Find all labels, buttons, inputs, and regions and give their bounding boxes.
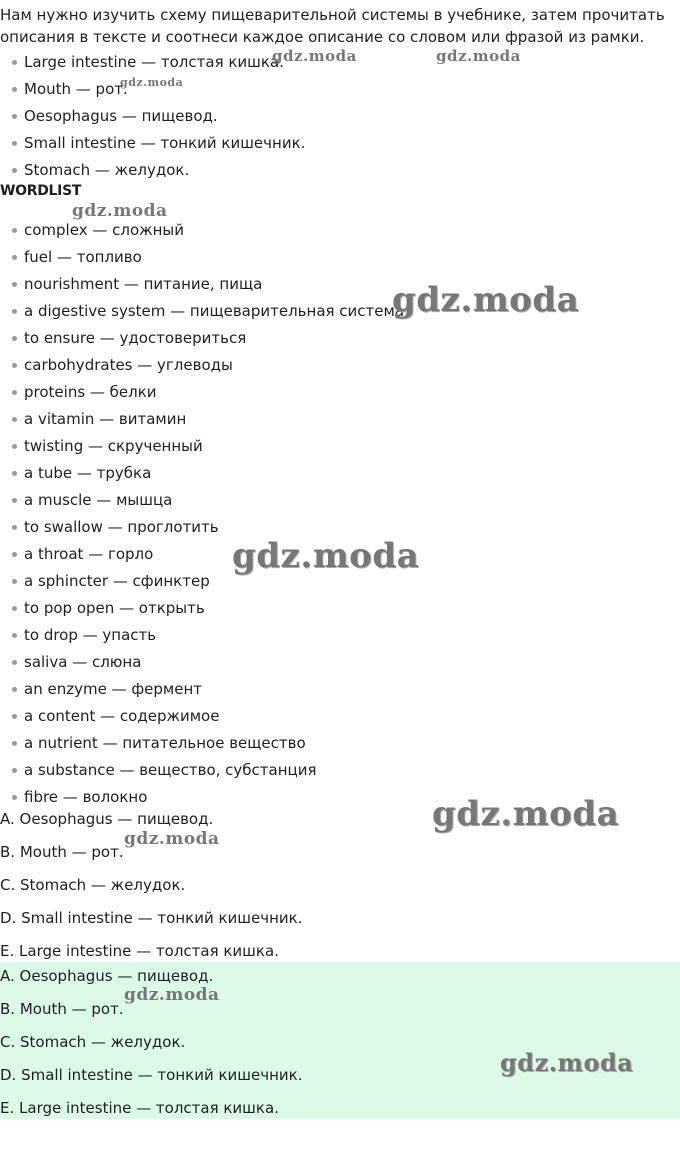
list-item: Oesophagus — пищевод. xyxy=(0,106,305,133)
answer-item: D. Small intestine — тонкий кишечник. xyxy=(0,1066,303,1084)
list-item: to pop open — открыть xyxy=(0,598,404,625)
watermark-logo: gdz.moda xyxy=(232,536,420,576)
list-item: Mouth — рот. xyxy=(0,79,305,106)
watermark-logo: gdz.moda xyxy=(120,76,184,89)
definitions-list xyxy=(0,52,305,187)
answer-item: A. Oesophagus — пищевод. xyxy=(0,810,214,828)
list-item: carbohydrates — углеводы xyxy=(0,355,404,382)
answer-item: B. Mouth — рот. xyxy=(0,843,124,861)
wordlist xyxy=(0,220,404,814)
list-item: a throat — горло xyxy=(0,544,404,571)
list-item: a vitamin — витамин xyxy=(0,409,404,436)
list-item: Small intestine — тонкий кишечник. xyxy=(0,133,305,160)
list-item: a nutrient — питательное вещество xyxy=(0,733,404,760)
list-item: a substance — вещество, субстанция xyxy=(0,760,404,787)
watermark-logo: gdz.moda xyxy=(72,201,168,221)
answers-list xyxy=(0,809,303,974)
watermark-logo: gdz.moda xyxy=(124,829,220,849)
answer-item: E. Large intestine — толстая кишка. xyxy=(0,1099,279,1117)
watermark-logo: gdz.moda xyxy=(392,280,580,320)
list-item: Stomach — желудок. xyxy=(0,160,305,187)
list-item: saliva — слюна xyxy=(0,652,404,679)
task-instructions: Нам нужно изучить схему пищеварительной системы в учебнике, затем прочитать описания в тексте и соотнеси каждое описание со словом или фразой из рамки. xyxy=(0,6,665,46)
list-item: to swallow — проглотить xyxy=(0,517,404,544)
watermark-logo: gdz.moda xyxy=(272,47,357,65)
watermark-logo: gdz.moda xyxy=(500,1048,634,1077)
list-item: to drop — упасть xyxy=(0,625,404,652)
watermark-logo: gdz.moda xyxy=(124,985,220,1005)
list-item: twisting — скрученный xyxy=(0,436,404,463)
watermark-logo: gdz.moda xyxy=(436,47,521,65)
answer-item: B. Mouth — рот. xyxy=(0,1000,124,1018)
list-item: a content — содержимое xyxy=(0,706,404,733)
answer-item: A. Oesophagus — пищевод. xyxy=(0,967,214,985)
list-item: a tube — трубка xyxy=(0,463,404,490)
list-item: a sphincter — сфинктер xyxy=(0,571,404,598)
list-item: fuel — топливо xyxy=(0,247,404,274)
list-item: Large intestine — толстая кишка. xyxy=(0,52,305,79)
list-item: fibre — волокно xyxy=(0,787,404,814)
wordlist-heading: WORDLIST xyxy=(0,183,82,199)
answer-item: D. Small intestine — тонкий кишечник. xyxy=(0,909,303,927)
highlighted-answers-list xyxy=(0,966,303,1131)
list-item: to ensure — удостовериться xyxy=(0,328,404,355)
answer-item: C. Stomach — желудок. xyxy=(0,876,186,894)
watermark-logo: gdz.moda xyxy=(432,794,620,834)
list-item: a muscle — мышца xyxy=(0,490,404,517)
list-item: complex — сложный xyxy=(0,220,404,247)
answer-item: E. Large intestine — толстая кишка. xyxy=(0,942,279,960)
list-item: nourishment — питание, пища xyxy=(0,274,404,301)
list-item: proteins — белки xyxy=(0,382,404,409)
list-item: a digestive system — пищеварительная система xyxy=(0,301,404,328)
answer-item: C. Stomach — желудок. xyxy=(0,1033,186,1051)
list-item: an enzyme — фермент xyxy=(0,679,404,706)
